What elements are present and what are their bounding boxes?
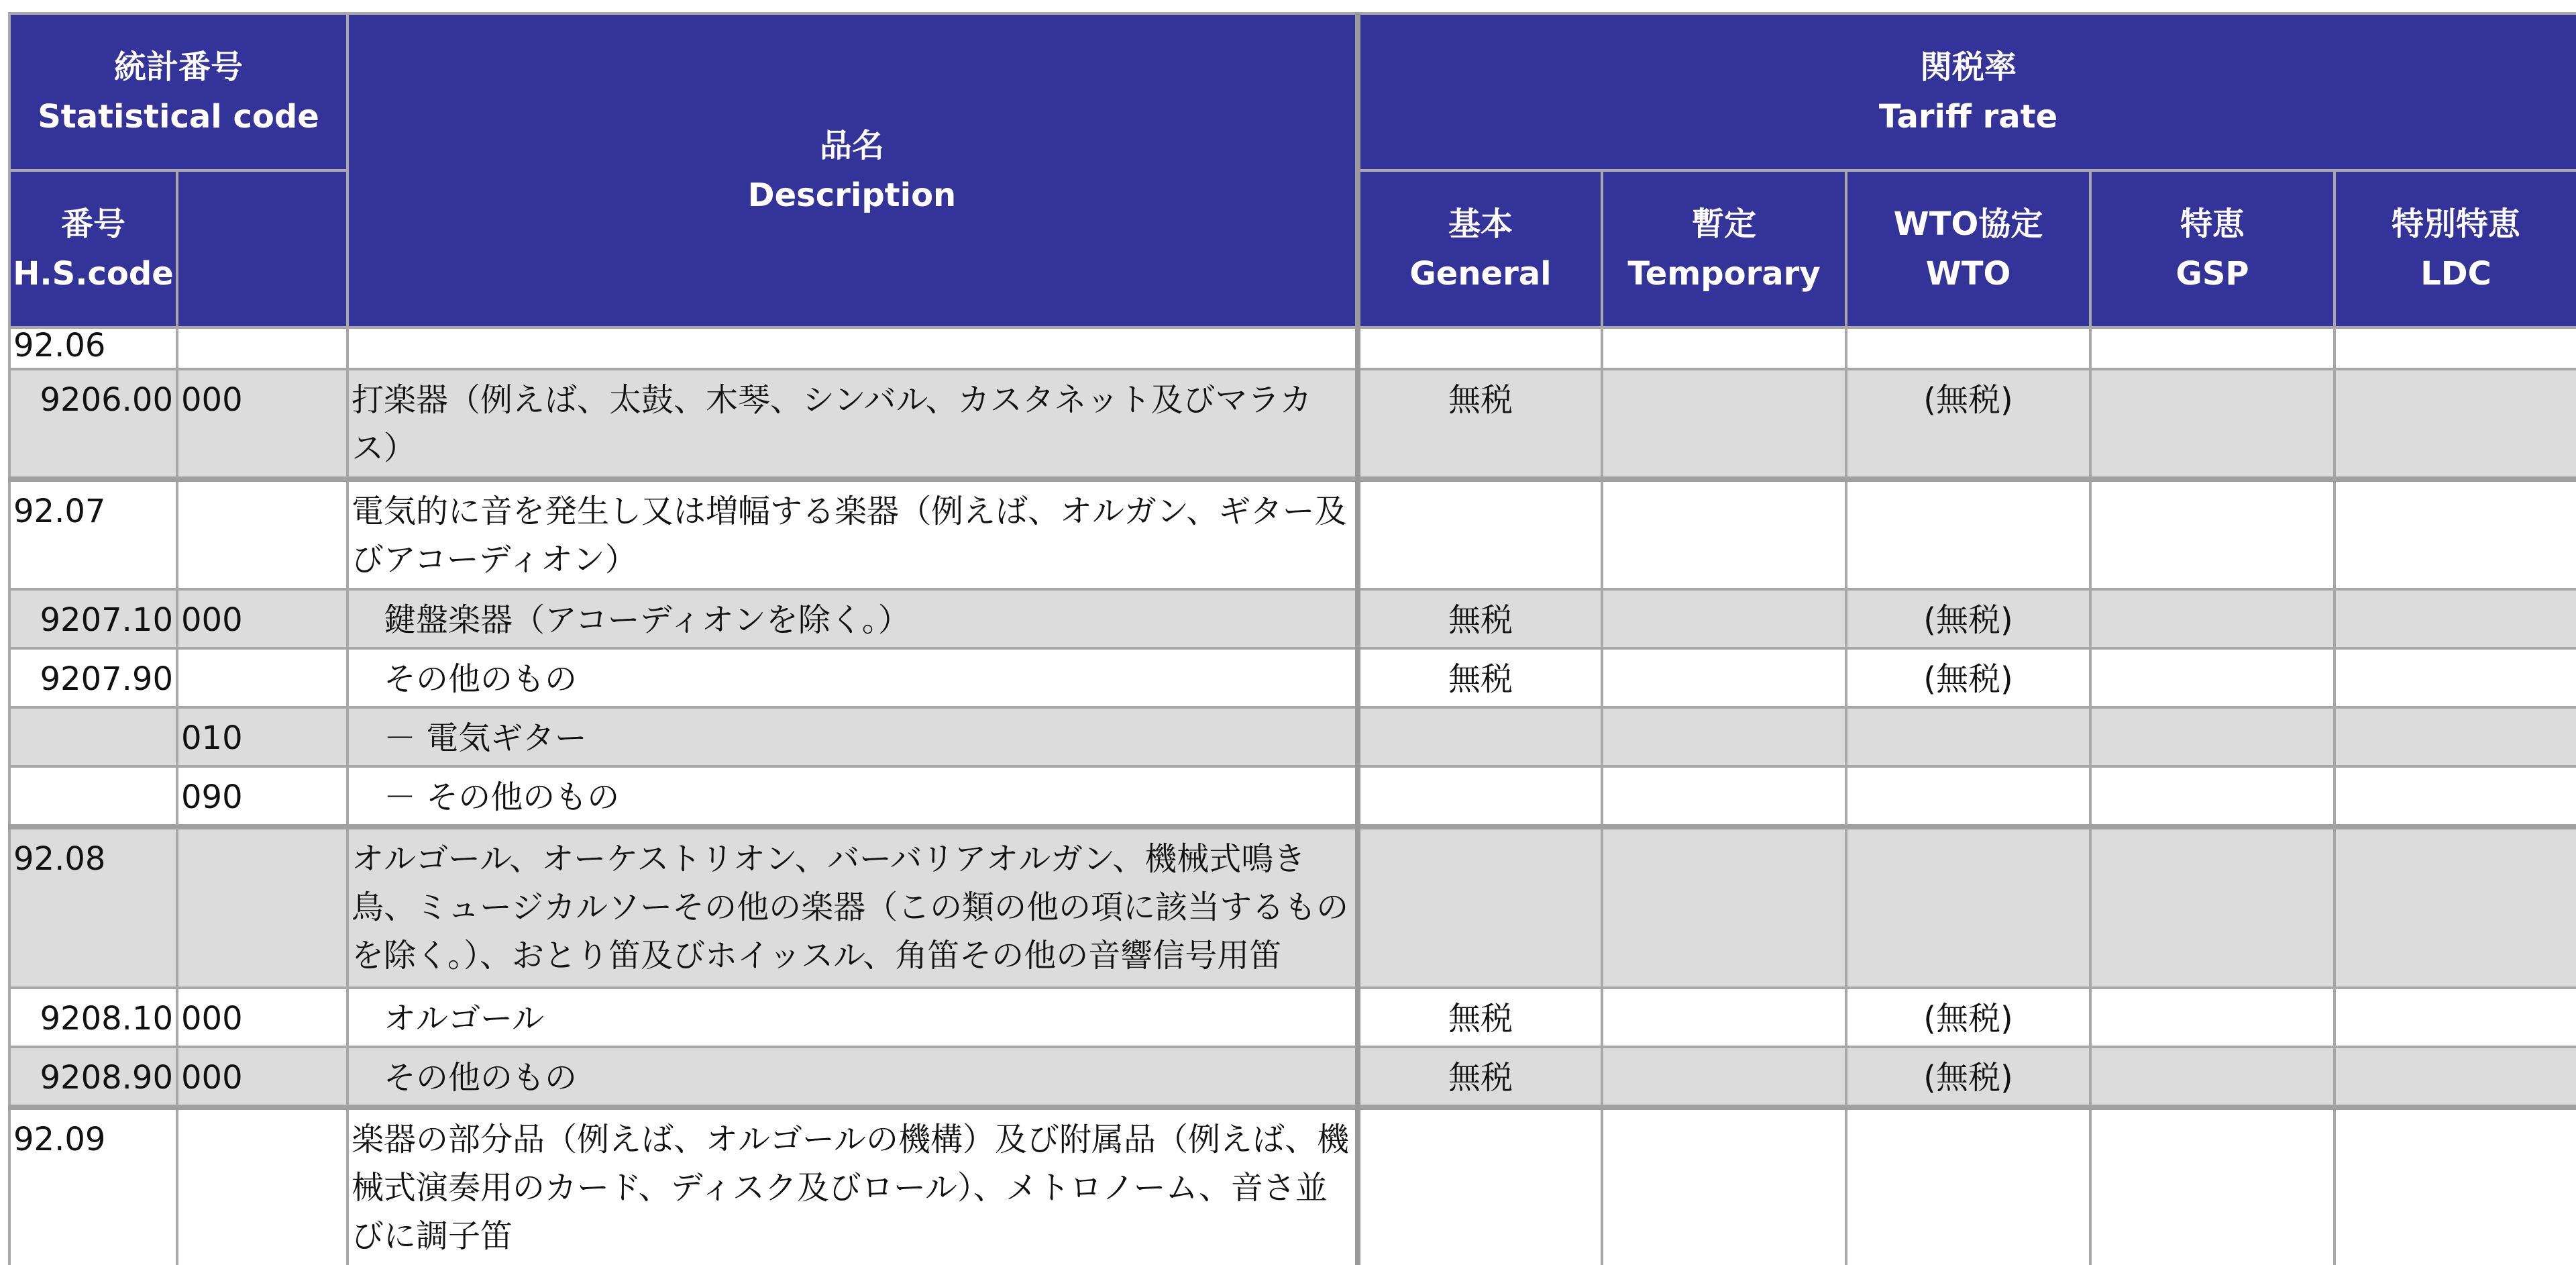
table-row: [9, 589, 2576, 648]
ldc-rate-header: 特別特恵 LDC: [2334, 170, 2576, 327]
temporary-rate-cell: [1602, 766, 1846, 827]
stat-code-cell: 000: [177, 589, 347, 648]
gsp-rate-cell: [2090, 479, 2334, 589]
wto-rate-cell: (無税): [1846, 589, 2090, 648]
wto-rate-header: WTO協定 WTO: [1846, 170, 2090, 327]
hs-code-cell: 9208.10: [9, 988, 177, 1047]
stat-code-cell: [177, 1107, 347, 1265]
ldc-rate-cell: [2334, 369, 2576, 479]
general-rate-cell: 無税: [1358, 988, 1602, 1047]
table-row: [9, 988, 2576, 1047]
temporary-rate-cell: [1602, 479, 1846, 589]
wto-rate-cell: (無税): [1846, 1047, 2090, 1107]
description-cell: その他のもの: [347, 648, 1358, 707]
description-cell: オルゴール、オーケストリオン、バーバリアオルガン、機械式鳴き鳥、ミュージカルソーその他の楽器（この類の他の項に該当するものを除く。）、おとり笛及びホイッスル、角笛その他の音響信号用笛: [347, 827, 1358, 988]
wto-rate-cell: [1846, 327, 2090, 369]
ldc-rate-cell: [2334, 648, 2576, 707]
table-row: [9, 827, 2576, 988]
hs-code-header: 番号 H.S.code: [9, 170, 177, 327]
hs-code-cell: [9, 766, 177, 827]
description-cell: 打楽器（例えば、太鼓、木琴、シンバル、カスタネット及びマラカス）: [347, 369, 1358, 479]
stat-suffix-header: [177, 170, 347, 327]
ldc-rate-cell: [2334, 827, 2576, 988]
wto-rate-cell: [1846, 1107, 2090, 1265]
ldc-rate-cell: [2334, 707, 2576, 766]
stat-code-cell: [177, 648, 347, 707]
gsp-rate-cell: [2090, 369, 2334, 479]
wto-rate-cell: [1846, 766, 2090, 827]
description-cell: － 電気ギター: [347, 707, 1358, 766]
stat-code-cell: 010: [177, 707, 347, 766]
general-rate-cell: [1358, 479, 1602, 589]
general-rate-cell: 無税: [1358, 589, 1602, 648]
ldc-rate-cell: [2334, 766, 2576, 827]
table-row: [9, 327, 2576, 369]
table-row: [9, 766, 2576, 827]
description-cell: － その他のもの: [347, 766, 1358, 827]
gsp-rate-cell: [2090, 827, 2334, 988]
gsp-rate-cell: [2090, 1047, 2334, 1107]
gsp-rate-cell: [2090, 648, 2334, 707]
table-row: [9, 479, 2576, 589]
table-row: [9, 707, 2576, 766]
general-rate-cell: 無税: [1358, 1047, 1602, 1107]
hs-code-cell: 9207.10: [9, 589, 177, 648]
ldc-rate-cell: [2334, 589, 2576, 648]
gsp-rate-cell: [2090, 1107, 2334, 1265]
temporary-rate-cell: [1602, 827, 1846, 988]
general-rate-cell: [1358, 327, 1602, 369]
description-header: 品名 Description: [347, 13, 1358, 327]
tariff-rate-header: 関税率 Tariff rate: [1358, 13, 2576, 170]
wto-rate-cell: [1846, 827, 2090, 988]
gsp-rate-cell: [2090, 589, 2334, 648]
gsp-rate-cell: [2090, 707, 2334, 766]
temporary-rate-header: 暫定 Temporary: [1602, 170, 1846, 327]
wto-rate-cell: (無税): [1846, 988, 2090, 1047]
stat-code-cell: 000: [177, 988, 347, 1047]
stat-code-cell: 000: [177, 1047, 347, 1107]
gsp-rate-cell: [2090, 327, 2334, 369]
general-rate-cell: 無税: [1358, 648, 1602, 707]
table-row: [9, 1047, 2576, 1107]
hs-code-cell: 92.08: [9, 827, 177, 988]
temporary-rate-cell: [1602, 327, 1846, 369]
ldc-rate-cell: [2334, 327, 2576, 369]
stat-code-cell: [177, 327, 347, 369]
stat-code-cell: 000: [177, 369, 347, 479]
table-row: [9, 648, 2576, 707]
hs-code-cell: 92.06: [9, 327, 177, 369]
table-row: [9, 369, 2576, 479]
temporary-rate-cell: [1602, 589, 1846, 648]
hs-code-cell: 9206.00: [9, 369, 177, 479]
ldc-rate-cell: [2334, 988, 2576, 1047]
temporary-rate-cell: [1602, 1047, 1846, 1107]
description-cell: 電気的に音を発生し又は増幅する楽器（例えば、オルガン、ギター及びアコーディオン）: [347, 479, 1358, 589]
statistical-code-header: 統計番号 Statistical code: [9, 13, 347, 170]
general-rate-cell: [1358, 766, 1602, 827]
hs-code-cell: 9207.90: [9, 648, 177, 707]
general-rate-cell: [1358, 1107, 1602, 1265]
description-cell: その他のもの: [347, 1047, 1358, 1107]
general-rate-header: 基本 General: [1358, 170, 1602, 327]
ldc-rate-cell: [2334, 1047, 2576, 1107]
temporary-rate-cell: [1602, 988, 1846, 1047]
ldc-rate-cell: [2334, 479, 2576, 589]
hs-code-cell: 9208.90: [9, 1047, 177, 1107]
table-row: [9, 1107, 2576, 1265]
temporary-rate-cell: [1602, 369, 1846, 479]
hs-code-cell: 92.09: [9, 1107, 177, 1265]
description-cell: 鍵盤楽器（アコーディオンを除く。）: [347, 589, 1358, 648]
temporary-rate-cell: [1602, 1107, 1846, 1265]
hs-code-cell: [9, 707, 177, 766]
description-cell: [347, 327, 1358, 369]
stat-code-cell: [177, 827, 347, 988]
stat-code-cell: 090: [177, 766, 347, 827]
general-rate-cell: [1358, 707, 1602, 766]
hs-code-cell: 92.07: [9, 479, 177, 589]
description-cell: 楽器の部分品（例えば、オルゴールの機構）及び附属品（例えば、機械式演奏用のカード、ディスク及びロール）、メトロノーム、音さ並びに調子笛: [347, 1107, 1358, 1265]
wto-rate-cell: [1846, 479, 2090, 589]
wto-rate-cell: (無税): [1846, 648, 2090, 707]
tariff-table: [8, 12, 2576, 1265]
gsp-rate-cell: [2090, 766, 2334, 827]
ldc-rate-cell: [2334, 1107, 2576, 1265]
temporary-rate-cell: [1602, 648, 1846, 707]
description-cell: オルゴール: [347, 988, 1358, 1047]
general-rate-cell: [1358, 827, 1602, 988]
general-rate-cell: 無税: [1358, 369, 1602, 479]
gsp-rate-header: 特恵 GSP: [2090, 170, 2334, 327]
stat-code-cell: [177, 479, 347, 589]
wto-rate-cell: [1846, 707, 2090, 766]
gsp-rate-cell: [2090, 988, 2334, 1047]
wto-rate-cell: (無税): [1846, 369, 2090, 479]
temporary-rate-cell: [1602, 707, 1846, 766]
